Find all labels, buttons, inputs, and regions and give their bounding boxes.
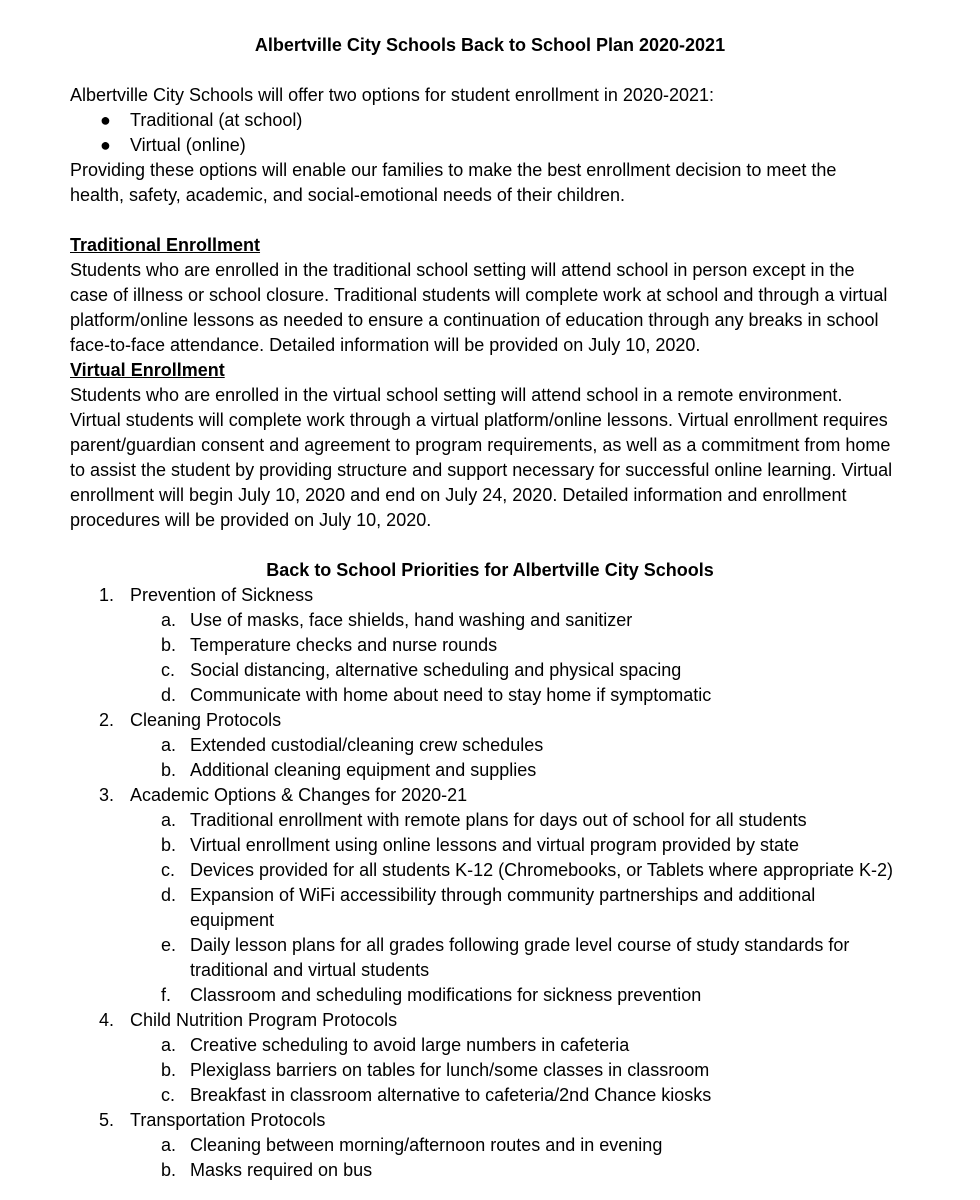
paragraph-line: to assist the student by providing structure and support necessary for successful online learning. Virtual xyxy=(70,460,893,480)
sub-item-letter: a. xyxy=(161,610,177,630)
section-heading: Virtual Enrollment xyxy=(70,360,225,380)
sub-item-continuation xyxy=(0,958,980,983)
sub-item-letter: a. xyxy=(161,810,177,830)
sub-item xyxy=(0,608,980,633)
sub-item xyxy=(0,733,980,758)
sub-item xyxy=(0,1133,980,1158)
sub-item-letter: a. xyxy=(161,1135,177,1155)
priorities-heading: Back to School Priorities for Albertville City Schools xyxy=(266,560,714,580)
sub-item-text: Communicate with home about need to stay home if symptomatic xyxy=(190,685,712,705)
intro-line: Albertville City Schools will offer two options for student enrollment in 2020-2021: xyxy=(70,85,715,105)
sub-item xyxy=(0,1083,980,1108)
list-item xyxy=(0,1108,980,1133)
sub-item xyxy=(0,758,980,783)
sub-item xyxy=(0,883,980,908)
list-item xyxy=(0,783,980,808)
sub-item xyxy=(0,1033,980,1058)
sub-item-text: Plexiglass barriers on tables for lunch/some classes in classroom xyxy=(190,1060,710,1080)
sub-item-letter: b. xyxy=(161,835,177,855)
item-number: 2. xyxy=(99,710,115,730)
paragraph-line: case of illness or school closure. Traditional students will complete work at school and through a virtual xyxy=(70,285,888,305)
paragraph-line: Virtual students will complete work through a virtual platform/online lessons. Virtual enrollment requires xyxy=(70,410,888,430)
sub-item-text: Daily lesson plans for all grades following grade level course of study standards for xyxy=(190,935,850,955)
sub-item-text: equipment xyxy=(190,910,275,930)
bullet-item xyxy=(70,133,940,158)
document-title: Albertville City Schools Back to School Plan 2020-2021 xyxy=(254,35,726,55)
item-number: 1. xyxy=(99,585,115,605)
bullet-icon: ● xyxy=(100,135,111,155)
sub-item-text: Traditional enrollment with remote plans for days out of school for all students xyxy=(190,810,807,830)
sub-item-letter: d. xyxy=(161,885,177,905)
paragraph-line: platform/online lessons as needed to ensure a continuation of education through any breaks in school xyxy=(70,310,879,330)
sub-item xyxy=(0,658,980,683)
sub-item xyxy=(0,1158,980,1183)
intro-section xyxy=(70,83,940,208)
item-label: Child Nutrition Program Protocols xyxy=(130,1010,398,1030)
paragraph-line: parent/guardian consent and agreement to program requirements, as well as a commitment from home xyxy=(70,435,891,455)
list-item xyxy=(0,583,980,608)
bullet-item xyxy=(70,108,940,133)
sub-item-letter: b. xyxy=(161,635,177,655)
item-number: 4. xyxy=(99,1010,115,1030)
sub-item xyxy=(0,858,980,883)
sub-item xyxy=(0,933,980,958)
item-label: Academic Options & Changes for 2020-21 xyxy=(130,785,468,805)
sub-item-letter: b. xyxy=(161,1060,177,1080)
item-number: 3. xyxy=(99,785,115,805)
item-label: Prevention of Sickness xyxy=(130,585,314,605)
sub-item xyxy=(0,833,980,858)
sub-item-letter: b. xyxy=(161,1160,177,1180)
item-number: 5. xyxy=(99,1110,115,1130)
paragraph-line: Students who are enrolled in the traditional school setting will attend school in person except in the xyxy=(70,260,855,280)
paragraph-line: Providing these options will enable our families to make the best enrollment decision to meet the xyxy=(70,160,837,180)
sub-item-text: Devices provided for all students K-12 (Chromebooks, or Tablets where appropriate K-2) xyxy=(190,860,894,880)
paragraph-line: face-to-face attendance. Detailed information will be provided on July 10, 2020. xyxy=(70,335,701,355)
sub-item-text: traditional and virtual students xyxy=(190,960,430,980)
paragraph-line: enrollment will begin July 10, 2020 and end on July 24, 2020. Detailed information and enrollment xyxy=(70,485,847,505)
bullet-text: Traditional (at school) xyxy=(130,110,303,130)
sub-item-text: Virtual enrollment using online lessons and virtual program provided by state xyxy=(190,835,800,855)
item-label: Cleaning Protocols xyxy=(130,710,282,730)
paragraph-line: procedures will be provided on July 10, 2020. xyxy=(70,510,432,530)
sub-item xyxy=(0,808,980,833)
item-label: Transportation Protocols xyxy=(130,1110,326,1130)
bullet-text: Virtual (online) xyxy=(130,135,246,155)
sub-item-text: Use of masks, face shields, hand washing and sanitizer xyxy=(190,610,633,630)
section-heading: Traditional Enrollment xyxy=(70,235,261,255)
sub-item-letter: c. xyxy=(161,1085,176,1105)
paragraph-line: Students who are enrolled in the virtual school setting will attend school in a remote environment. xyxy=(70,385,843,405)
sub-item-text: Cleaning between morning/afternoon routes and in evening xyxy=(190,1135,663,1155)
sub-item-letter: b. xyxy=(161,760,177,780)
bullet-icon: ● xyxy=(100,110,111,130)
sub-item-text: Extended custodial/cleaning crew schedules xyxy=(190,735,544,755)
sub-item xyxy=(0,633,980,658)
list-item xyxy=(0,1008,980,1033)
sub-item-text: Breakfast in classroom alternative to cafeteria/2nd Chance kiosks xyxy=(190,1085,712,1105)
sub-item-text: Creative scheduling to avoid large numbers in cafeteria xyxy=(190,1035,630,1055)
sub-item-letter: c. xyxy=(161,660,176,680)
sub-item-letter: c. xyxy=(161,860,176,880)
sub-item-text: Additional cleaning equipment and supplies xyxy=(190,760,537,780)
sub-item xyxy=(0,1058,980,1083)
sub-item-letter: a. xyxy=(161,735,177,755)
sub-item-text: Classroom and scheduling modifications for sickness prevention xyxy=(190,985,702,1005)
sub-item-letter: f. xyxy=(161,985,172,1005)
sub-item-text: Expansion of WiFi accessibility through community partnerships and additional xyxy=(190,885,816,905)
sub-item-text: Masks required on bus xyxy=(190,1160,373,1180)
sub-item xyxy=(0,983,980,1008)
sub-item-letter: e. xyxy=(161,935,177,955)
sub-item-text: Social distancing, alternative scheduling and physical spacing xyxy=(190,660,682,680)
paragraph-line: health, safety, academic, and social-emotional needs of their children. xyxy=(70,185,625,205)
traditional-section xyxy=(70,233,940,533)
sub-item xyxy=(0,683,980,708)
list-item xyxy=(0,708,980,733)
sub-item-text: Temperature checks and nurse rounds xyxy=(190,635,498,655)
sub-item-continuation xyxy=(0,908,980,933)
priorities-list xyxy=(0,583,980,1183)
sub-item-letter: a. xyxy=(161,1035,177,1055)
sub-item-letter: d. xyxy=(161,685,177,705)
